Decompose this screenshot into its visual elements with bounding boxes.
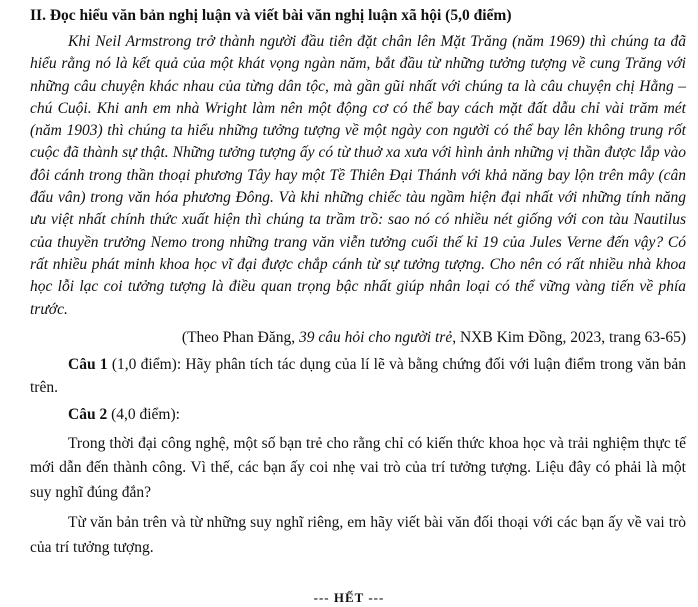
question-1-text: (1,0 điểm): Hãy phân tích tác dụng của lí lẽ và bằng chứng đối với luận điểm trong văn bản trên. <box>30 355 686 396</box>
section-heading: II. Đọc hiểu văn bản nghị luận và viết bài văn nghị luận xã hội (5,0 điểm) <box>30 7 512 24</box>
question-2-title <box>68 404 688 426</box>
citation-suffix: , NXB Kim Đồng, 2023, trang 63-65) <box>452 328 686 346</box>
question-2-points: (4,0 điểm): <box>107 405 180 423</box>
question-1-label: Câu 1 <box>68 355 108 373</box>
reading-passage: Khi Neil Armstrong trở thành người đầu tiên đặt chân lên Mặt Trăng (năm 1969) thì chúng ta đã hiểu rằng nó là kết quả của một khát vọng ngàn năm, bắt đầu từ những tưởng tượng về cung Trăng với những câu chuyện khác nhau của từng dân tộc, mà gần gũi nhất với chúng ta là câu chuyện chị Hằng – chú Cuội. Khi anh em nhà Wright làm nên một động cơ có thể bay cách mặt đất dẫu chỉ vài trăm mét (năm 1903) thì chúng ta hiểu những tưởng tượng về một ngày con người có thể bay lên không trung rốt cuộc đã thành sự thật. Những tưởng tượng ấy có từ thuở xa xưa với hình ảnh những vị thần được lắp vào đôi cánh trong thần thoại phương Tây hay một Tề Thiên Đại Thánh với khả năng bay lộn trên mây (cân đẩu vân) trong văn hóa phương Đông. Và khi những chiếc tàu ngầm hiện đại nhất với những tính năng ưu việt nhất chính thức xuất hiện thì chúng ta trầm trồ: sao nó có nhiều nét giống với con tàu Nautilus của thuyền trưởng Nemo trong những trang văn viễn tưởng cuối thế kỉ 19 của Jules Verne đến vậy? Có rất nhiều phát minh khoa học vĩ đại được chắp cánh từ sự tưởng tượng. Cho nên có rất nhiều nhà khoa học lỗi lạc coi tưởng tượng là điều quan trọng bậc nhất giúp nhân loại có thể vững vàng tiến về phía trước. <box>30 33 686 318</box>
question-2-paragraph-1: Trong thời đại công nghệ, một số bạn trẻ cho rằng chỉ có kiến thức khoa học và trải nghiệm thực tế mới dẫn đến thành công. Vì thế, các bạn ấy coi nhẹ vai trò của trí tưởng tượng. Liệu đây có phải là một suy nghĩ đúng đắn? <box>30 434 686 501</box>
passage-citation <box>30 327 686 349</box>
citation-book-title: 39 câu hỏi cho người trẻ <box>299 328 453 346</box>
question-2-paragraph-2: Từ văn bản trên và từ những suy nghĩ riêng, em hãy viết bài văn đối thoại với các bạn ấy về vai trò của trí tưởng tượng. <box>30 514 686 556</box>
question-1 <box>30 353 686 399</box>
end-mark: --- HẾT --- <box>313 590 385 605</box>
question-2-label: Câu 2 <box>68 405 108 423</box>
citation-prefix: (Theo Phan Đăng, <box>181 328 300 346</box>
